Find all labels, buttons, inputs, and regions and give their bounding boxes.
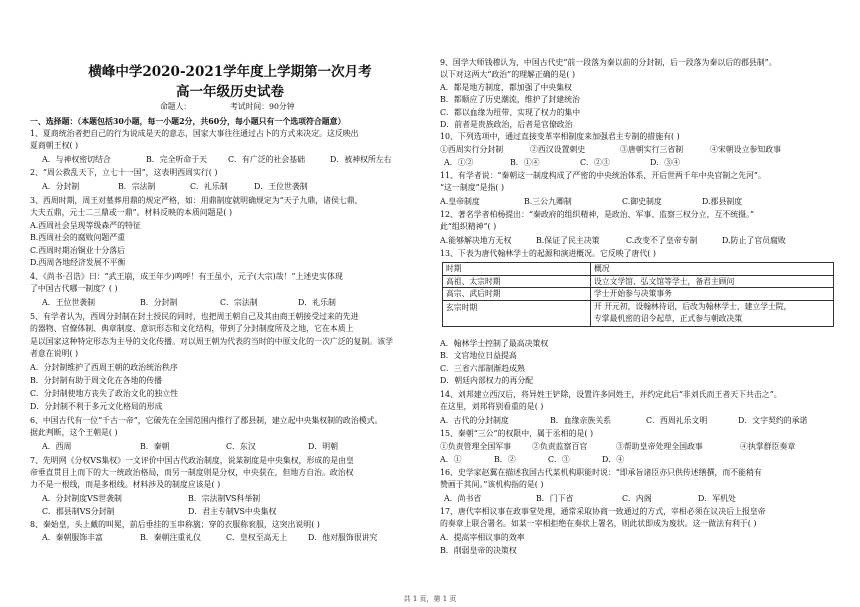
option-d: D．被神权所左右 [330, 155, 392, 164]
page-footer: 共 1 页，第 1 页 [403, 595, 457, 603]
question-stem: 夏商朝王权( ) [30, 141, 79, 150]
question-stem: 15、秦朝“三公”的权限中，属于丞相的是( ) [440, 429, 594, 438]
option-c: C．有广泛的社会基础 [228, 155, 306, 164]
option-b: B．宗法制VS科举制 [188, 494, 261, 503]
option-d: D．明朝 [308, 442, 338, 451]
option-a: A．分封制 [42, 182, 80, 191]
option-c: C．都以血缘为纽带、实现了权力的集中 [440, 108, 581, 117]
question-stem: 据此判断，这个王朝是( ) [30, 428, 118, 437]
table-cell: 学士开始参与决策事务 [591, 288, 834, 301]
question-stem: 力不是一根线，而是多根线。材料涉及的制度应该是( ) [30, 480, 221, 489]
option-a: A．王位世袭制 [42, 298, 96, 307]
option-d: D．君主专制VS中央集权 [188, 507, 277, 516]
table-cell-line: 专掌最机密的诏令起草，正式参与朝政决策 [594, 314, 743, 323]
option-d: D．军机处 [698, 494, 736, 503]
option-d: D．他对服饰很讲究 [308, 533, 378, 542]
sub-option: ③唐朝实行三省制 [620, 145, 684, 154]
option-a: A．①② [444, 158, 474, 167]
question-stem: 12、著名学者柏杨提出：“秦政府的组织精神，是政治、军事、监察三权分立，互不统摄。” [440, 210, 755, 219]
option-b: B．削弱皇帝的决策权 [440, 546, 517, 555]
option-c: C．郡县制VS分封制 [42, 507, 115, 516]
question-stem: 大夫五鼎，元士二三鼎或一鼎”。材料反映的本质问题是( ) [30, 208, 233, 217]
option-c: C．②③ [580, 158, 610, 167]
option-c: C．皇权至高无上 [226, 533, 288, 542]
question-stem: 2、“周公救乱天下，立七十一国”，这表明西周实行( ) [30, 168, 218, 177]
exam-title: 横峰中学2020-2021学年度上学期第一次月考 [88, 64, 372, 80]
table-cell: 玄宗时期 [443, 300, 591, 326]
option-a: A．分封制维护了西周王朝的政治统治秩序 [30, 363, 178, 372]
question-stem: 17、唐代宰相议事在政事堂处理，通常采取协商一致通过的方式，宰相必须在议决后上报皇帝 [440, 507, 766, 516]
option-b: B．文官地位日益提高 [440, 351, 517, 360]
sub-option: ①负责管理全国军事 [440, 442, 512, 451]
question-stem: 9、国学大师钱穆认为，中国古代史“前一段落为秦以前的分封制，后一段落为秦以后的郡县制”。 [440, 58, 777, 67]
question-stem: 者意在说明( ) [30, 349, 79, 358]
table-header-cell: 概况 [591, 263, 834, 276]
question-stem: 5、有学者认为，西周分封制在封土授民的同时，也把周王朝自己及其由商王朝接受过来的先进 [30, 312, 359, 321]
sub-option: ②负责监察百官 [532, 442, 588, 451]
option-d: D.西周各地经济发展不平衡 [30, 258, 126, 267]
sub-option: ④宋朝设立参知政事 [710, 145, 782, 154]
option-d: D．前者是贵族政治，后者是官僚政治 [440, 120, 573, 129]
table-header-row [443, 263, 834, 276]
question-stem: 7、先明网《分权VS集权》一文评价中国古代政治制度，说某制度是中央集权，形成的是由皇 [30, 456, 354, 465]
option-b: B．分封制有助于周文化在各地的传播 [30, 376, 163, 385]
option-b: B.西周社会的腐败问题严重 [30, 233, 126, 242]
option-d: D．分封制不利于多元文化格局的形成 [30, 402, 163, 411]
option-a: A．尚书省 [444, 494, 482, 503]
option-a: A．西周 [42, 442, 72, 451]
option-b: B．秦朝注重礼仪 [140, 533, 202, 542]
option-a: A．都是地方制度，都加强了中央集权 [440, 83, 572, 92]
question-stem: 的奏章上联合署名。如某一宰相拒绝在奏状上署名，则此状即成为废状。这一做法有利于( ) [440, 519, 757, 528]
option-a: A.西周社会呈现等级森严的特征 [30, 221, 141, 230]
option-b: B．秦朝 [140, 442, 170, 451]
question-stem: 16、史学家赵翼在描述我国古代某机构职能时说：“即承旨诸臣亦只供传述缮撰，而不能稍有 [440, 468, 762, 477]
table-cell [591, 300, 834, 326]
option-b: B．② [494, 455, 516, 464]
question-stem: 14、刘邦建立西汉后，将异姓王铲除，设置许多同姓王，并约定此后“非刘氏而王者天下共击之”。 [440, 390, 782, 399]
option-b: B.三公九卿制 [524, 197, 572, 206]
sub-option: ④执掌群臣奏章 [740, 442, 796, 451]
table-cell-line: 开 开元初，设翰林待诏，后改为翰林学士，建立学士院， [594, 302, 792, 311]
option-c: C．东汉 [226, 442, 256, 451]
question-stem: 在这里，刘邦将别看重的是( ) [440, 402, 544, 411]
option-a: A．提高宰相议事的效率 [440, 533, 525, 542]
question-stem: 以下对这两大“政治”的理解正确的是( ) [440, 70, 576, 79]
option-c: C．西周礼乐文明 [646, 416, 708, 425]
question-stem: 了中国古代哪一制度？( ) [30, 284, 118, 293]
option-c: C．分封制使地方丧失了政治文化的独立性 [30, 389, 179, 398]
option-b: B．完全听命于天 [146, 155, 208, 164]
option-c: C．内阁 [622, 494, 652, 503]
option-d: D．王位世袭制 [254, 182, 308, 191]
option-a: A．与神权密切结合 [42, 155, 111, 164]
option-a: A．分封制度VS世袭制 [42, 494, 122, 503]
tang-hanlin-table [442, 262, 834, 327]
question-stem: 3、西周时期，周王对墓葬用鼎的规定严格，如：用鼎制度就明确规定为“天子九鼎，诸侯七鼎， [30, 196, 363, 205]
question-stem: “这一制度”是指( ) [440, 183, 505, 192]
question-stem: 是以国家这种特定形态为主导的文化传播。对以周王朝为代表的当时的中原文化的一次广泛的复制。该学 [30, 337, 393, 346]
option-c: C.御史制度 [622, 197, 662, 206]
table-row [443, 300, 834, 326]
option-a: A.皇帝制度 [440, 197, 480, 206]
question-stem: 赞画于其间。”该机构指的是( ) [440, 480, 544, 489]
option-b: B.保证了民主决策 [536, 236, 600, 245]
option-d: D．朝廷内部权力的再分配 [440, 376, 534, 385]
option-d: D．④ [602, 455, 625, 464]
option-a: A．翰林学士控制了最高决策权 [440, 339, 549, 348]
option-d: D.郡县制度 [702, 197, 743, 206]
option-b: B．门下省 [536, 494, 574, 503]
option-c: C.改变不了皇帝专制 [626, 236, 698, 245]
exam-subtitle: 高一年级历史试卷 [176, 84, 284, 100]
question-stem: 的器物、官僚体制、典章制度、意识形态和文化结构，带到了分封制度所及之地，它在本质上 [30, 324, 354, 333]
option-c: C．三省六部制渐趋成熟 [440, 364, 525, 373]
option-b: B．①④ [510, 158, 540, 167]
question-stem: 4、《尚书·召诰》曰：“武王崩，成王年少)鸣呼！有王虽小，元子(大宗)哉！”上述史实体现 [30, 272, 343, 281]
question-stem: 10、下列选项中，通过直接变革宰相制度来加强君主专制的措施有( ) [440, 132, 680, 141]
sub-option: ②西汉设置刺史 [530, 145, 586, 154]
table-cell: 设立文学馆、弘文馆等学士，备君主顾问 [591, 275, 834, 288]
option-c: C．宗法制 [220, 298, 258, 307]
option-b: B．都顺应了历史潮流，维护了封建统治 [440, 95, 580, 104]
question-stem: 6、中国古代有一位“千古一帝”，它破先在全国范围内推行了郡县制，建立起中央集权制的政治模式。 [30, 416, 383, 425]
option-a: A.能够解决地方无权 [440, 236, 512, 245]
setter-label: 命题人： [160, 102, 192, 111]
option-a: A．古代的分封制度 [440, 416, 509, 425]
sub-option: ①西周实行分封制 [440, 145, 504, 154]
option-d: D．③④ [650, 158, 680, 167]
option-b: B．宗法制 [118, 182, 156, 191]
question-stem: 11、有学者说：“秦朝这一制度构成了严密的中央统治体系，开后世两千年中央官制之先河”。 [440, 171, 766, 180]
option-b: B．血缘亲族关系 [550, 416, 612, 425]
option-c: C.西周时期冶铜业十分落后 [30, 246, 126, 255]
exam-time: 考试时间：90分钟 [230, 102, 295, 111]
table-header-cell: 时期 [443, 263, 591, 276]
option-a: A．秦朝服饰丰富 [42, 533, 103, 542]
option-b: B．分封制 [140, 298, 178, 307]
sub-option: ③帮助皇帝处理全国政事 [616, 442, 703, 451]
option-d: D．文字契约的承诺 [738, 416, 808, 425]
option-d: D．礼乐制 [298, 298, 336, 307]
table-cell: 高祖、太宗时期 [443, 275, 591, 288]
option-d: D.防止了官员腐败 [722, 236, 786, 245]
table-row [443, 288, 834, 301]
table-cell: 高宗、武后时期 [443, 288, 591, 301]
option-a: A．① [440, 455, 462, 464]
section-heading: 一、选择题：（本题包括30小题，每一小题2分，共60分，每小题只有一个选项符合题意） [30, 117, 346, 126]
question-stem: 13、下表为唐代翰林学士的起源和演进概况。它反映了唐代( ) [440, 249, 656, 258]
question-stem: 8、秦始皇，头上戴的叫冕，前后垂挂的玉串称旒；穿的衣服称衮服，这突出说明( ) [30, 520, 320, 529]
question-stem: 此“组织精神”( ) [440, 222, 497, 231]
table-row [443, 275, 834, 288]
question-stem: 帝垂直贯目上而下的大一统政治格局，而另一制度则是分权，中央获在，但地方自治。政治权 [30, 468, 354, 477]
question-stem: 1、夏商统治者把自己的行为说成是天的意志，国家大事往往通过占卜的方式来决定。这反映出 [30, 129, 359, 138]
option-c: C．礼乐制 [190, 182, 228, 191]
option-c: C．③ [548, 455, 570, 464]
